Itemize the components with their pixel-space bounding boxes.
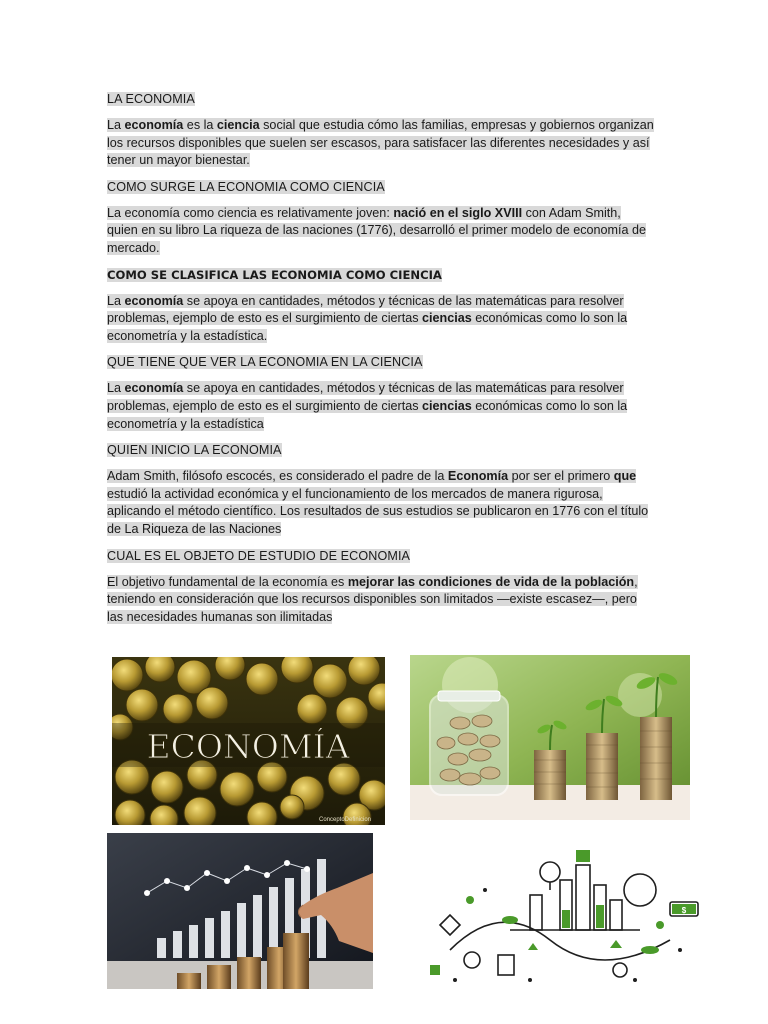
document-page [107,91,655,635]
heading-quien-inicio: QUIEN INICIO LA ECONOMIA [107,443,282,458]
paragraph-como-se-clasifica: La economía se apoya en cantidades, métodos y técnicas de las matemáticas para resolver problemas, ejemplo de esto es el surgimiento de ciertas ciencias económicas como lo son la econometría y la estadística. [107,293,628,343]
paragraph-quien-inicio: Adam Smith, filósofo escocés, es considerado el padre de la Economía por ser el primero que estudió la actividad económica y el funcionamiento de los mercados de manera rigurosa, aplicando el método científico. Los resultados de sus estudios se publicaron en 1776 con el título de La Riqueza de las Naciones [107,469,649,536]
coin-jar-plants-image [410,655,690,820]
paragraph-la-economia: La economía es la ciencia social que estudia cómo las familias, empresas y gobiernos organizan los recursos disponibles que suelen ser escasos, para satisfacer las diferentes necesidades y así tener un mayor bienestar. [107,118,654,168]
economy-infographic-image [410,830,710,1002]
heading-como-se-clasifica: COMO SE CLASIFICA LAS ECONOMIA COMO CIENCIA [107,267,442,282]
heading-que-tiene-que-ver: QUE TIENE QUE VER LA ECONOMIA EN LA CIENCIA [107,355,423,370]
paragraph-como-surge: La economía como ciencia es relativamente joven: nació en el siglo XVIII con Adam Smith, quien en su libro La riqueza de las naciones (1776), desarrolló el primer modelo de economía de mercado. [107,205,647,255]
heading-objeto-de-estudio: CUAL ES EL OBJETO DE ESTUDIO DE ECONOMIA [107,548,411,563]
heading-la-economia: LA ECONOMIA [107,92,195,106]
economia-title-text: ECONOMÍA [146,727,350,766]
dollar-badge-text: $ [681,906,687,915]
watermark-text: ConceptoDefinicion [318,817,372,823]
paragraph-que-tiene-que-ver: La economía se apoya en cantidades, métodos y técnicas de las matemáticas para resolver problemas, ejemplo de esto es el surgimiento de ciertas ciencias económicas como lo son la econometría y la estadística [107,381,628,431]
coins-economia-image [112,657,385,825]
finance-growth-image [107,833,373,989]
paragraph-objeto-de-estudio: El objetivo fundamental de la economía es mejorar las condiciones de vida de la población, teniendo en consideración que los recursos disponibles son limitados —existe escasez—, pero las necesidades humanas son ilimitadas [107,574,638,624]
heading-como-surge: COMO SURGE LA ECONOMIA COMO CIENCIA [107,179,385,194]
